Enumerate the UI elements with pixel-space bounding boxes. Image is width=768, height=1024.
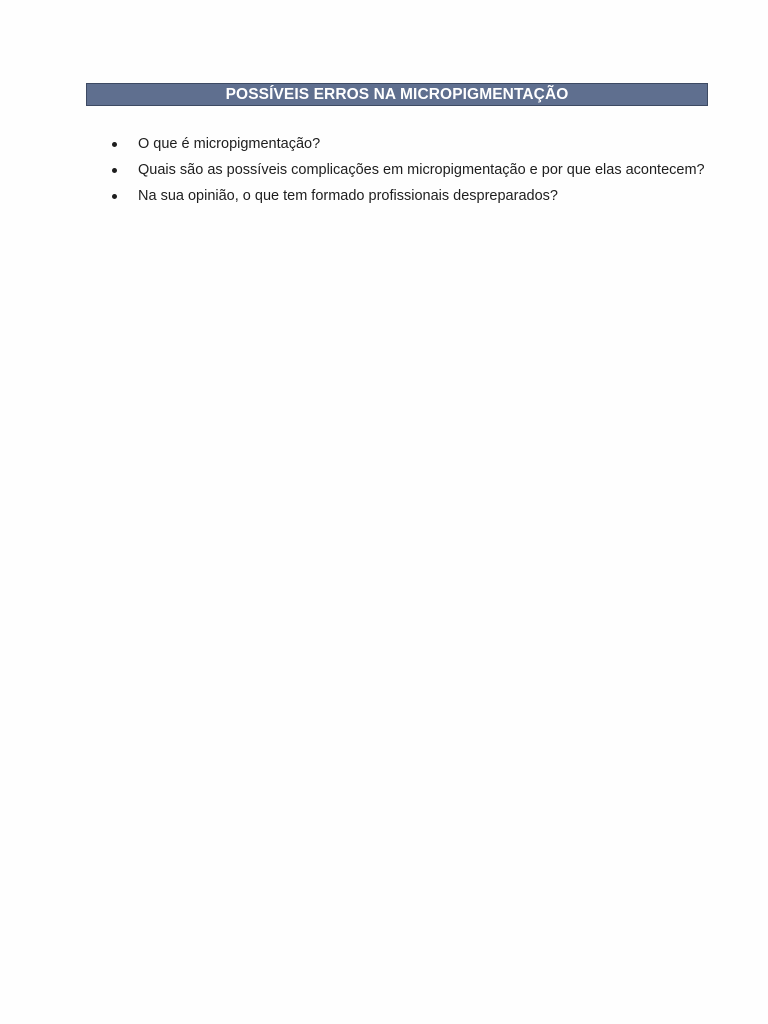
question-item bbox=[111, 132, 709, 156]
question-text: Na sua opinião, o que tem formado profissionais despreparados? bbox=[138, 188, 558, 204]
question-item bbox=[111, 184, 709, 208]
bullet-icon bbox=[112, 194, 117, 199]
question-item bbox=[111, 158, 709, 182]
section-title-bar bbox=[86, 83, 708, 106]
bullet-icon bbox=[112, 142, 117, 147]
section-title: POSSÍVEIS ERROS NA MICROPIGMENTAÇÃO bbox=[225, 85, 569, 103]
question-list bbox=[111, 132, 709, 210]
bullet-icon bbox=[112, 168, 117, 173]
question-text: O que é micropigmentação? bbox=[138, 136, 321, 152]
question-text: Quais são as possíveis complicações em micropigmentação e por que elas acontecem? bbox=[138, 162, 705, 178]
